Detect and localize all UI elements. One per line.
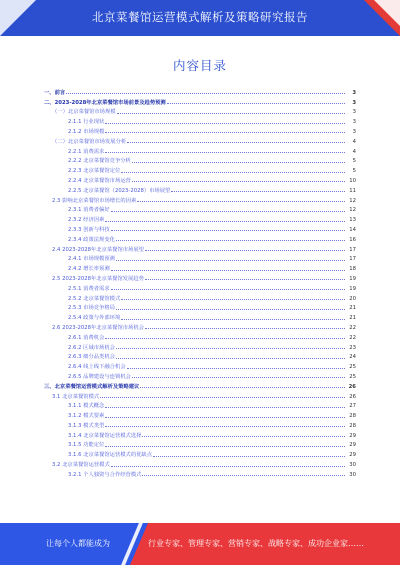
toc-entry-page: 17 <box>349 256 356 263</box>
toc-leader-dots <box>111 210 345 212</box>
toc-leader-dots <box>167 102 345 104</box>
toc-row[interactable] <box>44 213 356 223</box>
toc-row[interactable] <box>44 380 356 390</box>
toc-leader-dots <box>142 435 345 437</box>
toc-entry-label: 2.5.3 市场竞争格局 <box>68 305 115 312</box>
toc-leader-dots <box>145 249 345 251</box>
toc-entry-label: 2.3.3 创新与科技 <box>68 226 110 233</box>
toc-entry-page: 19 <box>349 275 356 282</box>
toc-entry-page: 16 <box>349 236 356 243</box>
toc-entry-page: 27 <box>349 403 356 410</box>
toc-row[interactable] <box>44 145 356 155</box>
toc-row[interactable] <box>44 419 356 429</box>
toc-entry-page: 13 <box>349 217 356 224</box>
toc-row[interactable] <box>44 194 356 204</box>
toc-leader-dots <box>127 141 345 143</box>
toc-entry-label: 2.2.4 北京菜餐馆市场运营 <box>68 177 131 184</box>
toc-row[interactable] <box>44 390 356 400</box>
toc-row[interactable] <box>44 223 356 233</box>
toc-entry-label: 2.5.2 北京菜餐馆模式 <box>68 295 121 302</box>
footer-slogan: 让每个人都能成为 <box>46 539 110 548</box>
toc-leader-dots <box>105 406 345 408</box>
toc-row[interactable] <box>44 125 356 135</box>
toc-leader-dots <box>132 161 345 163</box>
toc-row[interactable] <box>44 458 356 468</box>
toc-entry-label: 2.5.4 政策与外部环境 <box>68 315 121 322</box>
toc-entry-page: 3 <box>352 119 356 126</box>
toc-entry-page: 22 <box>349 324 356 331</box>
toc-row[interactable] <box>44 360 356 370</box>
toc-entry-label: 3.2.1 个人独资与合作经营模式 <box>68 471 142 478</box>
toc-leader-dots <box>140 386 345 388</box>
toc-row[interactable] <box>44 135 356 145</box>
toc-entry-page: 20 <box>349 295 356 302</box>
toc-row[interactable] <box>44 400 356 410</box>
toc-entry-label: 2.1.1 行业现状 <box>68 119 105 126</box>
toc-row[interactable] <box>44 204 356 214</box>
toc-entry-page: 11 <box>349 187 356 194</box>
toc-leader-dots <box>137 200 345 202</box>
toc-entry-label: 2.4.2 增长率预测 <box>68 266 110 273</box>
toc-leader-dots <box>105 416 345 418</box>
toc-entry-page: 24 <box>349 354 356 361</box>
toc-entry-page: 12 <box>349 207 356 214</box>
toc-entry-label: 2.5.1 消费者需求 <box>68 285 110 292</box>
toc-entry-page: 30 <box>349 462 356 469</box>
toc-entry-label: 3.1.2 模式要素 <box>68 413 105 420</box>
toc-row[interactable] <box>44 468 356 478</box>
toc-entry-label: 2.4 2023-2028年北京菜餐馆市场展望 <box>52 246 144 253</box>
toc-row[interactable] <box>44 282 356 292</box>
toc-leader-dots <box>100 396 345 398</box>
toc-leader-dots <box>132 376 345 378</box>
toc-row[interactable] <box>44 429 356 439</box>
toc-entry-label: 2.6.1 消费机会 <box>68 334 105 341</box>
toc-row[interactable] <box>44 106 356 116</box>
toc-leader-dots <box>132 180 345 182</box>
toc-leader-dots <box>127 367 345 369</box>
toc-heading: 内容目录 <box>172 58 227 73</box>
toc-entry-label: （二）北京菜餐馆市场发展分析 <box>52 138 127 145</box>
toc-entry-page: 29 <box>349 442 356 449</box>
header-banner <box>0 0 400 36</box>
toc-row[interactable] <box>44 302 356 312</box>
toc-entry-label: 3.2 北京菜餐馆运营模式 <box>52 462 110 469</box>
toc-entry-label: 三、北京菜餐馆运营模式解析及策略建议 <box>44 383 140 390</box>
toc-entry-page: 21 <box>349 315 356 322</box>
toc-entry-label: 2.1.2 市场规模 <box>68 128 105 135</box>
toc-row[interactable] <box>44 86 356 96</box>
toc-entry-label: 2.6.4 线上线下融合机会 <box>68 364 126 371</box>
toc-leader-dots <box>105 337 345 339</box>
toc-entry-page: 23 <box>349 344 356 351</box>
toc-leader-dots <box>121 318 345 320</box>
toc-entry-label: （一）北京菜餐馆市场规模 <box>52 109 116 116</box>
toc-entry-page: 29 <box>349 452 356 459</box>
toc-row[interactable] <box>44 184 356 194</box>
toc-leader-dots <box>116 357 345 359</box>
report-title: 北京菜餐馆运营模式解析及策略研究报告 <box>92 10 308 24</box>
toc-entry-page: 25 <box>349 373 356 380</box>
toc-entry-page: 3 <box>352 99 356 106</box>
toc-leader-dots <box>105 425 345 427</box>
toc-entry-label: 2.2.5 北京菜餐馆（2023-2028）市场展望 <box>68 187 171 194</box>
toc-entry-page: 25 <box>349 364 356 371</box>
toc-entry-page: 5 <box>352 168 356 175</box>
toc-entry-label: 2.3.4 政策法规变化 <box>68 236 115 243</box>
toc-leader-dots <box>116 239 345 241</box>
toc-entry-label: 一、前言 <box>44 89 66 96</box>
footer-experts-text: 行业专家、管理专家、营销专家、战略专家、成功企业家…… <box>148 539 364 548</box>
toc-entry-label: 3.1.6 北京菜餐馆运营模式的优缺点 <box>68 452 153 459</box>
toc-leader-dots <box>105 220 345 222</box>
toc-entry-page: 18 <box>349 266 356 273</box>
toc-entry-label: 3.1.1 模式概念 <box>68 403 105 410</box>
toc-row[interactable] <box>44 351 356 361</box>
toc-leader-dots <box>145 327 345 329</box>
toc-leader-dots <box>105 445 345 447</box>
toc-entry-page: 10 <box>349 177 356 184</box>
toc-entry-label: 2.2.1 消费需求 <box>68 148 105 155</box>
toc-row[interactable] <box>44 311 356 321</box>
toc-entry-label: 2.3.2 经济因素 <box>68 217 105 224</box>
toc-row[interactable] <box>44 233 356 243</box>
toc-entry-page: 19 <box>349 285 356 292</box>
toc-entry-page: 22 <box>349 334 356 341</box>
toc-row[interactable] <box>44 439 356 449</box>
toc-leader-dots <box>105 131 345 133</box>
toc-entry-page: 5 <box>352 158 356 165</box>
toc-row[interactable] <box>44 321 356 331</box>
toc-row[interactable] <box>44 331 356 341</box>
toc-row[interactable] <box>44 370 356 380</box>
toc-leader-dots <box>111 465 345 467</box>
toc-entry-page: 30 <box>349 471 356 478</box>
toc-row[interactable] <box>44 448 356 458</box>
toc-row[interactable] <box>44 272 356 282</box>
toc-leader-dots <box>105 151 345 153</box>
toc-entry-page: 26 <box>349 393 356 400</box>
toc-entry-label: 2.6.5 品牌建设与连锁机会 <box>68 373 131 380</box>
toc-leader-dots <box>117 112 345 114</box>
toc-entry-label: 2.3.1 消费者偏好 <box>68 207 110 214</box>
toc-entry-page: 26 <box>348 383 356 390</box>
toc-leader-dots <box>171 190 345 192</box>
toc-entry-label: 2.4.1 市场规模预测 <box>68 256 115 263</box>
toc-entry-page: 28 <box>349 422 356 429</box>
toc-row[interactable] <box>44 164 356 174</box>
toc-entry-page: 4 <box>352 138 356 145</box>
toc-entry-label: 3.1.4 北京菜餐馆运营模式选择 <box>68 432 142 439</box>
toc-row[interactable] <box>44 155 356 165</box>
toc-entry-label: 2.6 2023-2028年北京菜餐馆市场机会 <box>52 324 144 331</box>
toc-entry-page: 21 <box>349 305 356 312</box>
toc-row[interactable] <box>44 262 356 272</box>
toc-entry-label: 3.1.3 模式类型 <box>68 422 105 429</box>
toc-row[interactable] <box>44 253 356 263</box>
toc-entry-label: 3.1.5 功能定位 <box>68 442 105 449</box>
toc-leader-dots <box>142 474 345 476</box>
table-of-contents <box>44 86 356 478</box>
toc-entry-page: 3 <box>352 89 356 96</box>
toc-leader-dots <box>105 122 345 124</box>
toc-leader-dots <box>121 298 345 300</box>
toc-leader-dots <box>116 259 345 261</box>
toc-entry-page: 29 <box>349 432 356 439</box>
toc-row[interactable] <box>44 409 356 419</box>
toc-entry-page: 28 <box>349 413 356 420</box>
toc-entry-label: 二、2023-2028年北京菜餐馆市场前景及趋势预测 <box>44 99 166 106</box>
toc-leader-dots <box>121 171 345 173</box>
toc-leader-dots <box>111 269 345 271</box>
toc-entry-page: 3 <box>352 109 356 116</box>
toc-entry-label: 2.2.3 北京菜餐馆定位 <box>68 168 121 175</box>
toc-entry-page: 4 <box>352 148 356 155</box>
toc-entry-label: 2.6.2 区域市场机会 <box>68 344 115 351</box>
header-right-inner-decoration <box>374 0 400 26</box>
toc-entry-page: 17 <box>349 246 356 253</box>
toc-leader-dots <box>116 308 345 310</box>
toc-row[interactable] <box>44 292 356 302</box>
toc-leader-dots <box>111 229 345 231</box>
toc-row[interactable] <box>44 96 356 106</box>
toc-row[interactable] <box>44 115 356 125</box>
toc-entry-page: 12 <box>349 197 356 204</box>
toc-row[interactable] <box>44 341 356 351</box>
toc-entry-page: 14 <box>349 226 356 233</box>
footer-banner <box>0 523 400 565</box>
toc-entry-label: 2.6.3 细分品类机会 <box>68 354 115 361</box>
toc-row[interactable] <box>44 174 356 184</box>
toc-row[interactable] <box>44 243 356 253</box>
toc-leader-dots <box>116 347 345 349</box>
toc-entry-label: 2.5 2023-2028年北京菜餐馆发展趋势 <box>52 275 144 282</box>
toc-leader-dots <box>66 92 345 94</box>
toc-entry-label: 2.3 影响北京菜餐馆市场增长的因素 <box>52 197 137 204</box>
toc-leader-dots <box>153 455 345 457</box>
toc-entry-page: 3 <box>352 128 356 135</box>
toc-leader-dots <box>111 288 345 290</box>
toc-entry-label: 3.1 北京菜餐馆模式 <box>52 393 100 400</box>
toc-entry-label: 2.2.2 北京菜餐馆竞争分析 <box>68 158 131 165</box>
toc-leader-dots <box>145 278 345 280</box>
